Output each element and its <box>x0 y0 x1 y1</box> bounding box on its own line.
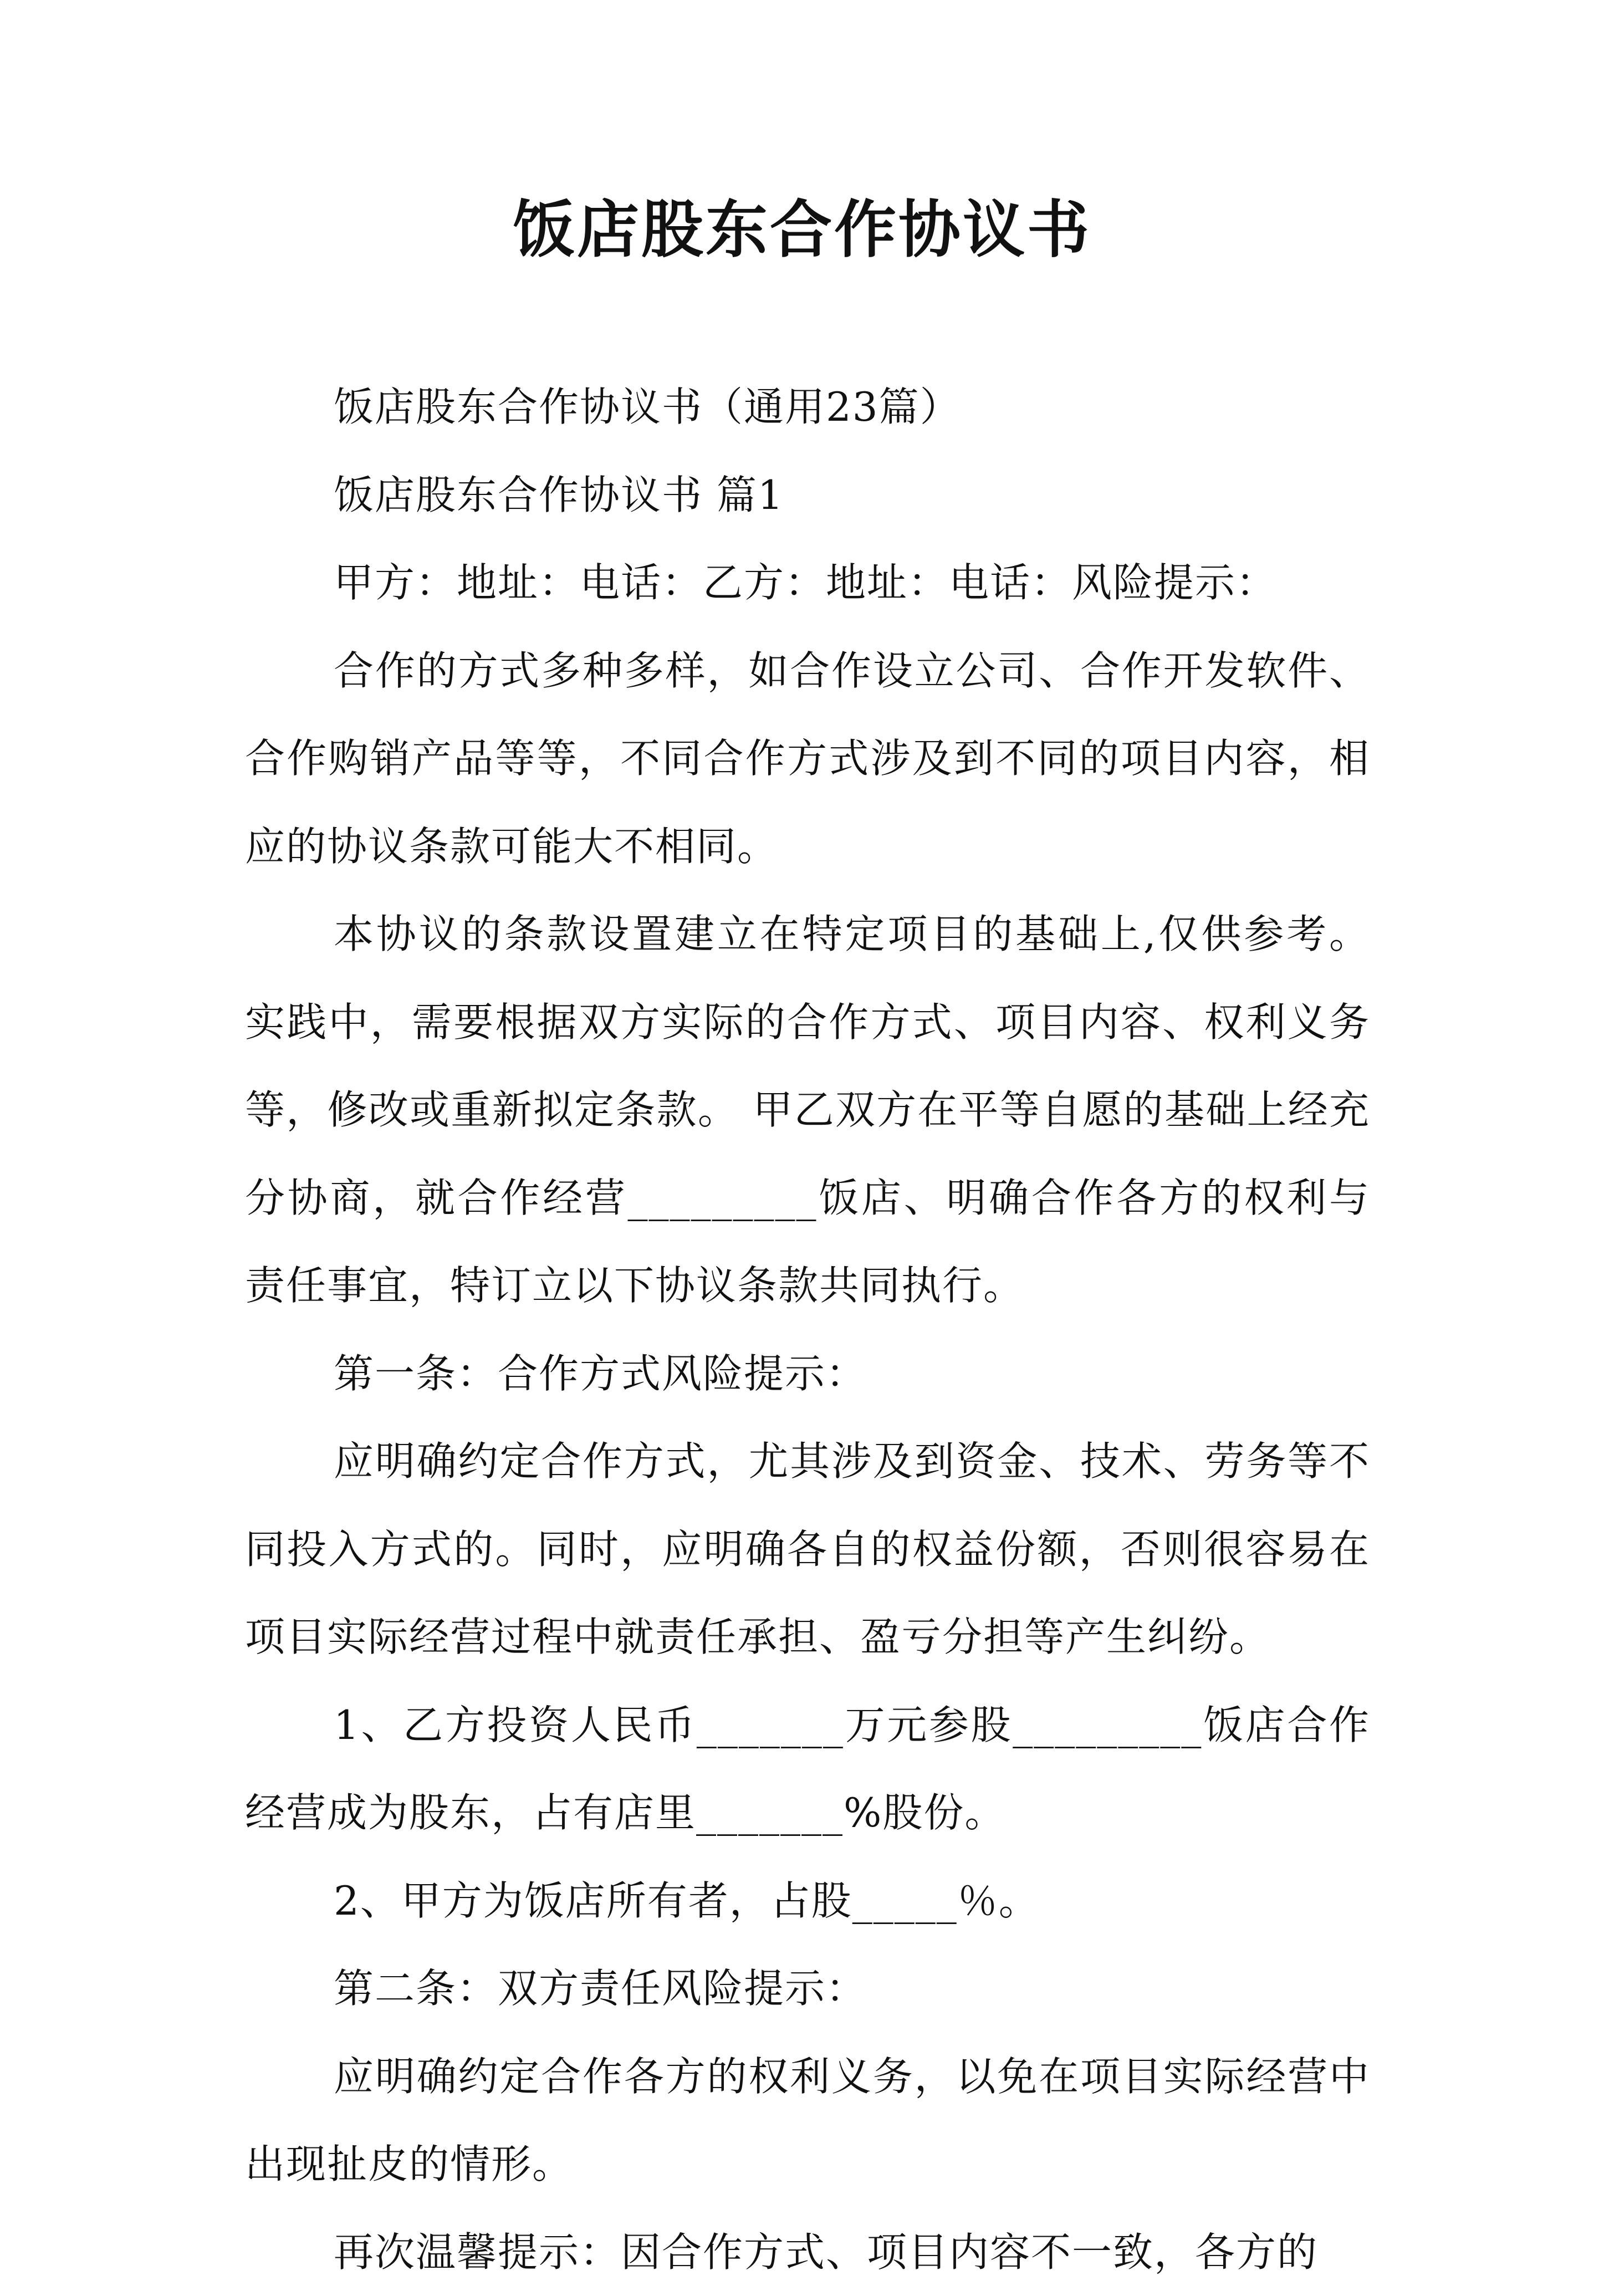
paragraph-article-1-tip: 应明确约定合作方式，尤其涉及到资金、技术、劳务等不同投入方式的。同时，应明确各自的权益份额，否则很容易在项目实际经营过程中就责任承担、盈亏分担等产生纠纷。 <box>245 1417 1370 1681</box>
document-title: 饭店股东合作协议书 <box>0 191 1604 269</box>
paragraph-article-1-heading: 第一条：合作方式风险提示： <box>245 1330 1370 1418</box>
paragraph-clause-1: 1、乙方投资人民币_______万元参股_________饭店合作经营成为股东，占有店里_______%股份。 <box>245 1681 1370 1857</box>
paragraph-chapter-heading: 饭店股东合作协议书 篇1 <box>245 451 1370 539</box>
paragraph-clause-2: 2、甲方为饭店所有者，占股_____％。 <box>245 1857 1370 1945</box>
paragraph-subtitle: 饭店股东合作协议书（通用23篇） <box>245 363 1370 451</box>
paragraph-reminder: 再次温馨提示：因合作方式、项目内容不一致，各方的 <box>245 2208 1370 2296</box>
paragraph-agreement-basis: 本协议的条款设置建立在特定项目的基础上,仅供参考。实践中，需要根据双方实际的合作方式、项目内容、权利义务等，修改或重新拟定条款。 甲乙双方在平等自愿的基础上经充分协商，就合作经营_________饭店、明确合作各方的权利与责任事宜，特订立以下协议条款共同执行。 <box>245 890 1370 1330</box>
paragraph-parties: 甲方：地址：电话：乙方：地址：电话：风险提示： <box>245 539 1370 627</box>
paragraph-article-2-tip: 应明确约定合作各方的权利义务，以免在项目实际经营中出现扯皮的情形。 <box>245 2033 1370 2208</box>
document-body <box>245 363 1370 2296</box>
paragraph-cooperation-methods: 合作的方式多种多样，如合作设立公司、合作开发软件、合作购销产品等等，不同合作方式涉及到不同的项目内容，相应的协议条款可能大不相同。 <box>245 627 1370 891</box>
paragraph-article-2-heading: 第二条：双方责任风险提示： <box>245 1945 1370 2033</box>
